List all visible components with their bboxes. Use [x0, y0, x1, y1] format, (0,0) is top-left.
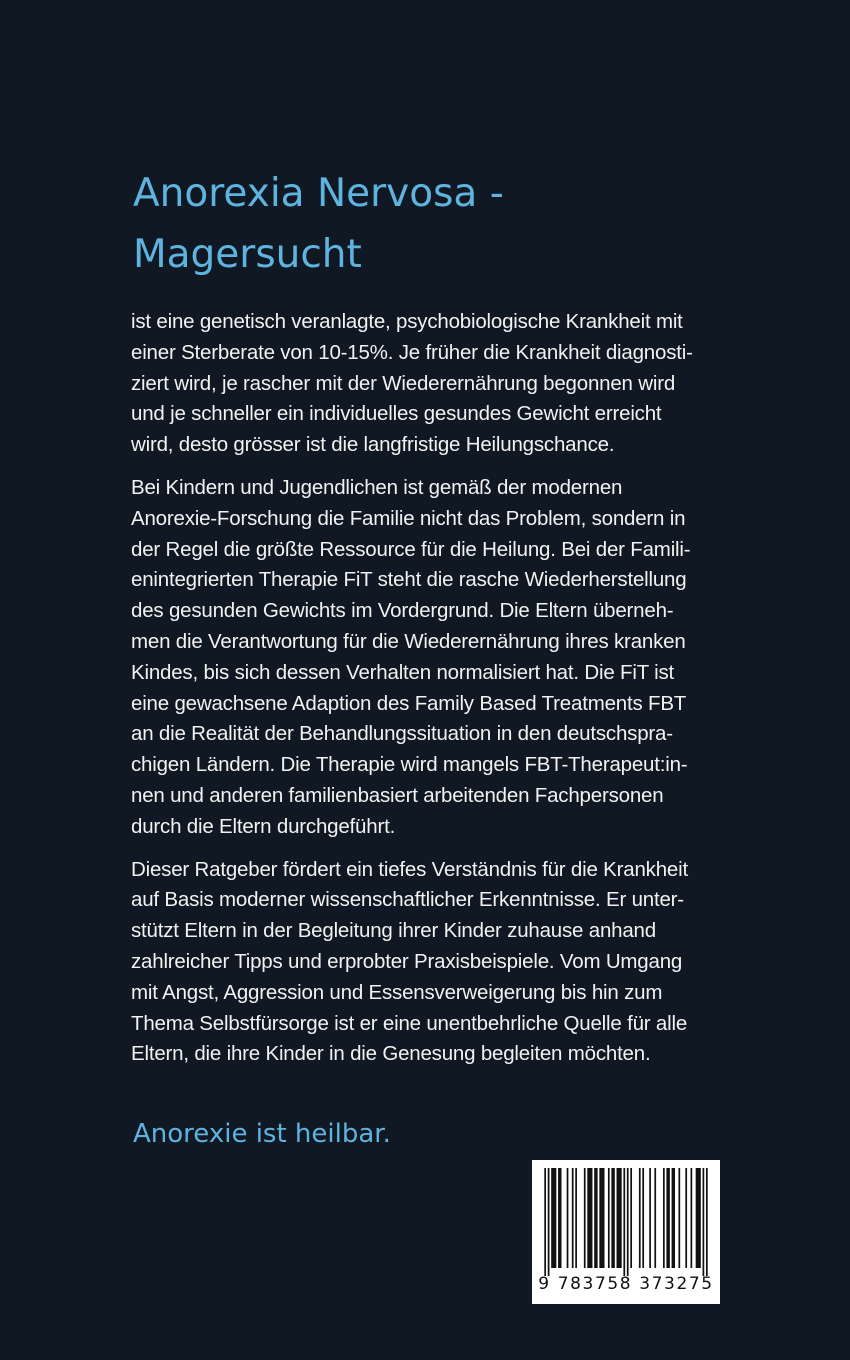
barcode-bar: [696, 1168, 701, 1268]
text-line: eine gewachsene Adaption des Family Based Treatments FBT: [131, 691, 687, 715]
text-line: Bei Kindern und Jugendlichen ist gemäß der modernen: [131, 475, 623, 499]
blurb-text: [131, 307, 751, 1082]
barcode-bar: [572, 1168, 574, 1268]
barcode-bar: [666, 1168, 669, 1268]
barcode-bar: [639, 1168, 641, 1268]
text-line: Anorexie-Forschung die Familie nicht das Problem, sondern in: [131, 506, 686, 530]
barcode-guard-bar: [703, 1168, 705, 1276]
text-line: chigen Ländern. Die Therapie wird mangels FBT-Therapeut:in-: [131, 753, 688, 777]
barcode-bar: [678, 1168, 680, 1268]
barcode-bar: [691, 1168, 693, 1268]
blurb-paragraph-1: [131, 307, 751, 461]
text-line: zahlreicher Tipps und erprobter Praxisbeispiele. Vom Umgang: [131, 949, 683, 973]
text-line: ist eine genetisch veranlagte, psychobiologische Krankheit mit: [131, 310, 683, 333]
barcode-bar: [584, 1168, 586, 1268]
barcode-guard-bar: [544, 1168, 546, 1276]
isbn-number: 9 783758 373275: [538, 1274, 714, 1294]
text-line: des gesunden Gewichts im Vordergrund. Die Eltern überneh-: [131, 599, 674, 623]
barcode-guard-bar: [627, 1168, 629, 1276]
barcode-bar: [594, 1168, 597, 1268]
text-line: nen und anderen familienbasiert arbeitenden Fachpersonen: [131, 783, 664, 807]
blurb-paragraph-3: [131, 855, 751, 1071]
barcode-bar: [575, 1168, 577, 1268]
barcode-bar: [599, 1168, 604, 1268]
barcode-bar: [654, 1168, 656, 1268]
text-line: ziert wird, je rascher mit der Wiederernährung begonnen wird: [131, 371, 676, 395]
text-line: mit Angst, Aggression und Essensverweigerung bis hin zum: [131, 980, 663, 1004]
text-line: einer Sterberate von 10-15%. Je früher die Krankheit diagnosti-: [131, 340, 693, 364]
barcode-bar: [642, 1168, 644, 1268]
title-line: Anorexia Nervosa -: [133, 171, 504, 216]
text-line: Thema Selbstfürsorge ist er eine unentbehrliche Quelle für alle: [131, 1011, 688, 1035]
title-line: Magersucht: [133, 232, 362, 277]
text-line: Dieser Ratgeber fördert ein tiefes Verständnis für die Krankheit: [131, 857, 688, 881]
text-line: Eltern, die ihre Kinder in die Genesung begleiten möchten.: [131, 1042, 651, 1066]
barcode-guard-bar: [706, 1168, 708, 1276]
barcode-bar: [608, 1168, 610, 1268]
tagline: Anorexie ist heilbar.: [133, 1119, 391, 1149]
text-line: wird, desto grösser ist die langfristige Heilungschance.: [131, 433, 615, 457]
barcode-bar: [558, 1168, 561, 1268]
barcode-bar: [663, 1168, 665, 1268]
text-line: enintegrierten Therapie FiT steht die rasche Wiederherstellung: [131, 568, 687, 592]
barcode-guard-bar: [623, 1168, 625, 1276]
text-line: durch die Eltern durchgeführt.: [131, 814, 396, 838]
barcode-bar: [649, 1168, 651, 1268]
barcode-bar: [611, 1168, 614, 1268]
text-line: stützt Eltern in der Begleitung ihrer Kinder zuhause anhand: [131, 919, 656, 943]
barcode-bar: [551, 1168, 556, 1268]
text-line: Kindes, bis sich dessen Verhalten normalisiert hat. Die FiT ist: [131, 660, 675, 684]
text-line: und je schneller ein individuelles gesundes Gewicht erreicht: [131, 402, 662, 426]
barcode-bar: [685, 1168, 687, 1268]
text-line: an die Realität der Behandlungssituation in den deutschspra-: [131, 722, 673, 746]
blurb-paragraph-2: [131, 473, 751, 843]
book-title: [133, 163, 733, 285]
isbn-barcode: [532, 1160, 720, 1304]
barcode-guard-bar: [548, 1168, 550, 1276]
barcode-bar: [587, 1168, 592, 1268]
barcode-bar: [672, 1168, 675, 1268]
barcode-bar: [617, 1168, 622, 1268]
text-line: auf Basis moderner wissenschaftlicher Erkenntnisse. Er unter-: [131, 888, 684, 912]
text-line: der Regel die größte Ressource für die Heilung. Bei der Famili-: [131, 537, 691, 561]
text-line: men die Verantwortung für die Wiederernährung ihres kranken: [131, 629, 686, 653]
barcode-bar: [567, 1168, 569, 1268]
barcode-bar: [630, 1168, 632, 1268]
